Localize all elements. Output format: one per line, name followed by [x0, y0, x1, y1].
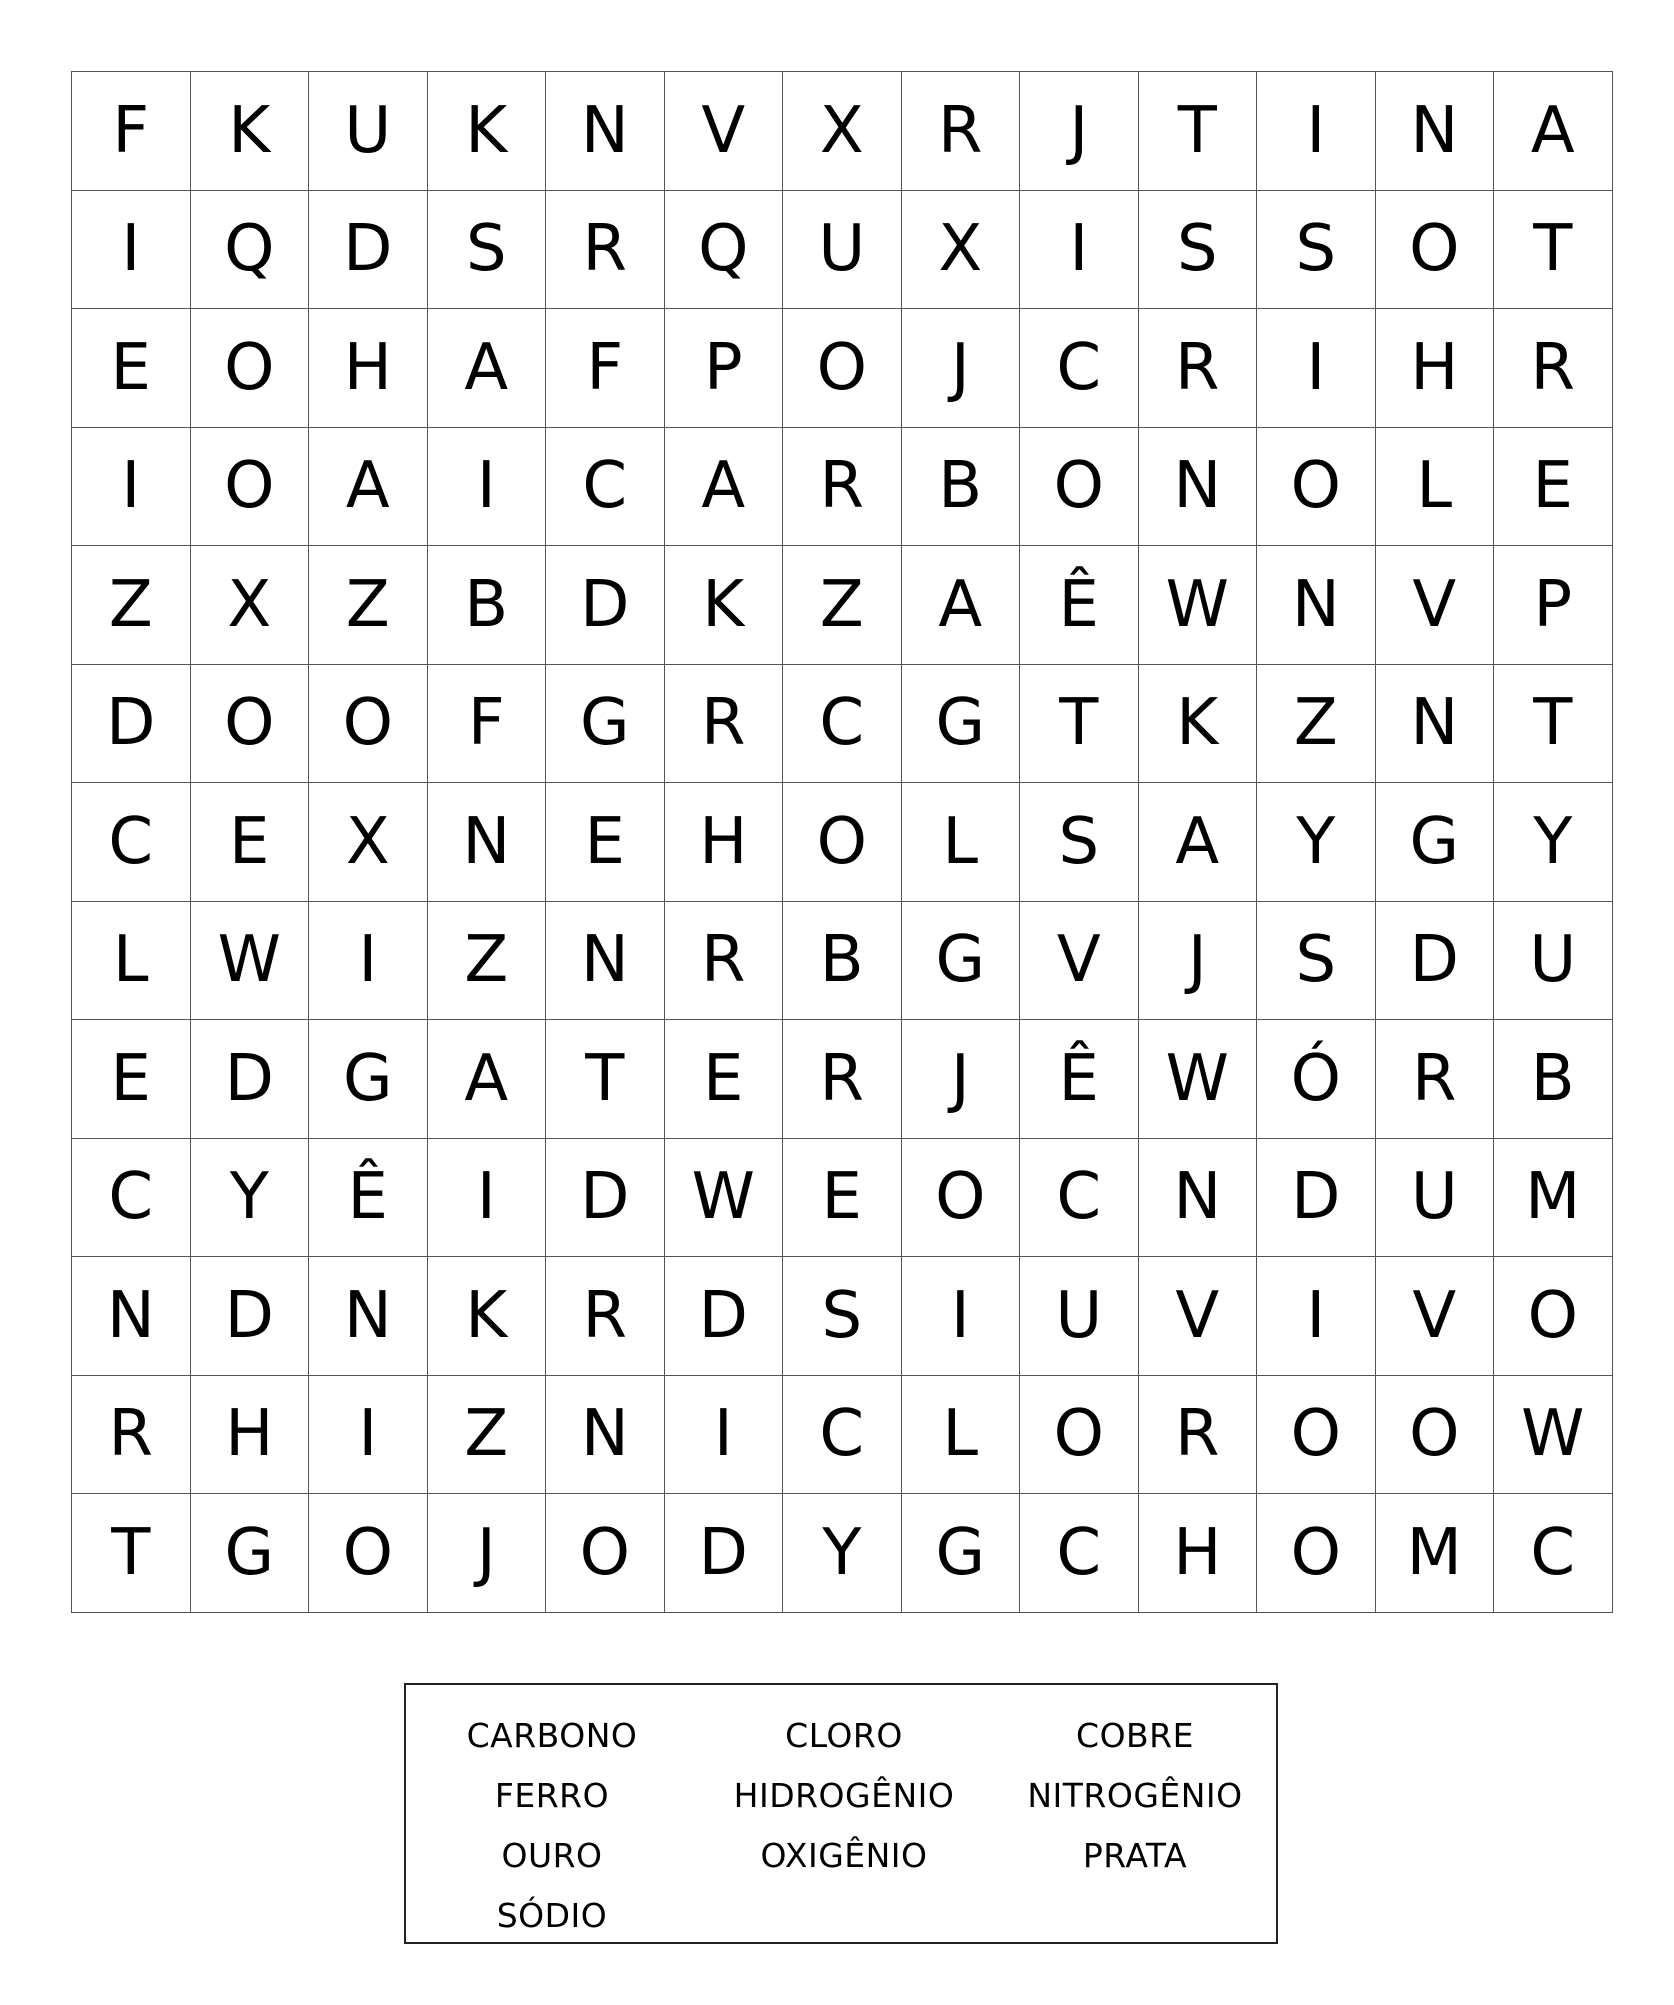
grid-cell[interactable]: D: [665, 1494, 784, 1613]
grid-cell[interactable]: A: [428, 1020, 547, 1139]
grid-cell[interactable]: D: [309, 191, 428, 310]
grid-cell[interactable]: I: [72, 191, 191, 310]
grid-cell[interactable]: P: [1494, 546, 1613, 665]
grid-cell[interactable]: V: [1376, 546, 1495, 665]
grid-cell[interactable]: O: [783, 783, 902, 902]
grid-cell[interactable]: K: [428, 72, 547, 191]
word-list-item: COBRE: [1076, 1715, 1194, 1755]
grid-cell[interactable]: R: [783, 428, 902, 547]
grid-cell[interactable]: Z: [72, 546, 191, 665]
grid-cell[interactable]: V: [1376, 1257, 1495, 1376]
grid-cell[interactable]: A: [1139, 783, 1258, 902]
grid-cell[interactable]: H: [665, 783, 784, 902]
grid-cell[interactable]: Z: [428, 902, 547, 1021]
grid-cell[interactable]: I: [428, 1139, 547, 1258]
grid-cell[interactable]: D: [72, 665, 191, 784]
grid-cell[interactable]: A: [902, 546, 1021, 665]
word-list-item: OXIGÊNIO: [760, 1835, 928, 1875]
word-list-item: CLORO: [785, 1715, 903, 1755]
grid-cell[interactable]: S: [1020, 783, 1139, 902]
grid-cell[interactable]: S: [1257, 902, 1376, 1021]
word-list-item: OURO: [501, 1835, 603, 1875]
word-list-item: HIDROGÊNIO: [733, 1775, 955, 1815]
grid-cell[interactable]: S: [1139, 191, 1258, 310]
grid-cell[interactable]: O: [1020, 428, 1139, 547]
grid-cell[interactable]: G: [546, 665, 665, 784]
grid-cell[interactable]: N: [309, 1257, 428, 1376]
grid-cell[interactable]: M: [1494, 1139, 1613, 1258]
word-search-grid: [71, 71, 1613, 1613]
grid-cell[interactable]: B: [783, 902, 902, 1021]
grid-cell[interactable]: E: [546, 783, 665, 902]
grid-cell[interactable]: W: [191, 902, 310, 1021]
grid-cell[interactable]: L: [1376, 428, 1495, 547]
grid-cell[interactable]: O: [1257, 1494, 1376, 1613]
grid-cell[interactable]: F: [72, 72, 191, 191]
grid-cell[interactable]: T: [546, 1020, 665, 1139]
grid-cell[interactable]: D: [665, 1257, 784, 1376]
grid-cell[interactable]: E: [783, 1139, 902, 1258]
grid-cell[interactable]: C: [72, 1139, 191, 1258]
grid-cell[interactable]: E: [665, 1020, 784, 1139]
grid-cell[interactable]: P: [665, 309, 784, 428]
grid-cell[interactable]: N: [1376, 72, 1495, 191]
word-list-item: PRATA: [1082, 1835, 1188, 1875]
grid-cell[interactable]: Z: [1257, 665, 1376, 784]
grid-cell[interactable]: T: [1020, 665, 1139, 784]
grid-cell[interactable]: J: [1020, 72, 1139, 191]
grid-cell[interactable]: Z: [428, 1376, 547, 1495]
word-list-item: NITROGÊNIO: [1027, 1775, 1243, 1815]
grid-cell[interactable]: V: [665, 72, 784, 191]
grid-cell[interactable]: F: [428, 665, 547, 784]
grid-cell[interactable]: K: [665, 546, 784, 665]
grid-cell[interactable]: X: [783, 72, 902, 191]
grid-cell[interactable]: F: [546, 309, 665, 428]
grid-cell[interactable]: N: [546, 72, 665, 191]
grid-cell[interactable]: Q: [665, 191, 784, 310]
grid-cell[interactable]: I: [428, 428, 547, 547]
grid-cell[interactable]: S: [1257, 191, 1376, 310]
grid-cell[interactable]: K: [191, 72, 310, 191]
grid-cell[interactable]: W: [665, 1139, 784, 1258]
grid-cell[interactable]: I: [665, 1376, 784, 1495]
grid-cell[interactable]: B: [428, 546, 547, 665]
grid-cell[interactable]: N: [1257, 546, 1376, 665]
grid-cell[interactable]: I: [309, 902, 428, 1021]
grid-cell[interactable]: V: [1020, 902, 1139, 1021]
grid-cell[interactable]: X: [309, 783, 428, 902]
grid-cell[interactable]: O: [1020, 1376, 1139, 1495]
grid-cell[interactable]: O: [191, 428, 310, 547]
grid-cell[interactable]: H: [1139, 1494, 1258, 1613]
grid-cell[interactable]: X: [191, 546, 310, 665]
grid-cell[interactable]: R: [902, 72, 1021, 191]
grid-cell[interactable]: K: [428, 1257, 547, 1376]
grid-cell[interactable]: N: [428, 783, 547, 902]
grid-cell[interactable]: W: [1494, 1376, 1613, 1495]
grid-cell[interactable]: R: [72, 1376, 191, 1495]
grid-cell[interactable]: L: [72, 902, 191, 1021]
grid-cell[interactable]: C: [783, 1376, 902, 1495]
grid-cell[interactable]: G: [902, 902, 1021, 1021]
grid-cell[interactable]: Z: [783, 546, 902, 665]
grid-cell[interactable]: J: [902, 1020, 1021, 1139]
grid-cell[interactable]: U: [1020, 1257, 1139, 1376]
grid-cell[interactable]: U: [783, 191, 902, 310]
grid-cell[interactable]: H: [1376, 309, 1495, 428]
grid-cell[interactable]: E: [72, 309, 191, 428]
grid-cell[interactable]: B: [1494, 1020, 1613, 1139]
grid-cell[interactable]: Y: [1494, 783, 1613, 902]
grid-cell[interactable]: I: [1257, 72, 1376, 191]
grid-cell[interactable]: U: [309, 72, 428, 191]
grid-cell[interactable]: T: [1139, 72, 1258, 191]
grid-cell[interactable]: R: [1139, 309, 1258, 428]
grid-cell[interactable]: E: [191, 783, 310, 902]
grid-cell[interactable]: N: [72, 1257, 191, 1376]
grid-cell[interactable]: O: [1257, 1376, 1376, 1495]
grid-cell[interactable]: O: [191, 665, 310, 784]
grid-cell[interactable]: G: [902, 665, 1021, 784]
grid-cell[interactable]: Ê: [309, 1139, 428, 1258]
grid-cell[interactable]: O: [1494, 1257, 1613, 1376]
grid-cell[interactable]: I: [1257, 1257, 1376, 1376]
grid-cell[interactable]: R: [1139, 1376, 1258, 1495]
grid-cell[interactable]: H: [191, 1376, 310, 1495]
grid-cell[interactable]: C: [1494, 1494, 1613, 1613]
grid-cell[interactable]: L: [902, 1376, 1021, 1495]
grid-cell[interactable]: X: [902, 191, 1021, 310]
grid-cell[interactable]: O: [1376, 1376, 1495, 1495]
grid-cell[interactable]: V: [1139, 1257, 1258, 1376]
word-list-item: FERRO: [494, 1775, 610, 1815]
grid-cell[interactable]: A: [665, 428, 784, 547]
grid-cell[interactable]: R: [783, 1020, 902, 1139]
word-list-item: SÓDIO: [496, 1895, 608, 1935]
grid-cell[interactable]: Ê: [1020, 1020, 1139, 1139]
grid-cell[interactable]: T: [72, 1494, 191, 1613]
grid-cell[interactable]: D: [1257, 1139, 1376, 1258]
grid-cell[interactable]: Ó: [1257, 1020, 1376, 1139]
grid-cell[interactable]: R: [665, 665, 784, 784]
grid-cell[interactable]: U: [1494, 902, 1613, 1021]
grid-cell[interactable]: Y: [191, 1139, 310, 1258]
grid-cell[interactable]: D: [546, 546, 665, 665]
grid-cell[interactable]: W: [1139, 546, 1258, 665]
grid-cell[interactable]: D: [191, 1257, 310, 1376]
grid-cell[interactable]: K: [1139, 665, 1258, 784]
grid-cell[interactable]: C: [1020, 1139, 1139, 1258]
grid-cell[interactable]: L: [902, 783, 1021, 902]
grid-cell[interactable]: N: [1139, 428, 1258, 547]
grid-cell[interactable]: Z: [309, 546, 428, 665]
grid-cell[interactable]: O: [546, 1494, 665, 1613]
grid-cell[interactable]: R: [1376, 1020, 1495, 1139]
grid-cell[interactable]: D: [1376, 902, 1495, 1021]
grid-cell[interactable]: D: [191, 1020, 310, 1139]
grid-cell[interactable]: G: [191, 1494, 310, 1613]
grid-cell[interactable]: G: [1376, 783, 1495, 902]
grid-cell[interactable]: Y: [783, 1494, 902, 1613]
grid-cell[interactable]: N: [546, 1376, 665, 1495]
grid-cell[interactable]: I: [1257, 309, 1376, 428]
grid-cell[interactable]: S: [783, 1257, 902, 1376]
grid-cell[interactable]: D: [546, 1139, 665, 1258]
grid-cell[interactable]: C: [783, 665, 902, 784]
grid-cell[interactable]: G: [902, 1494, 1021, 1613]
grid-cell[interactable]: C: [1020, 309, 1139, 428]
grid-cell[interactable]: T: [1494, 191, 1613, 310]
word-list: [406, 1705, 1276, 1945]
grid-cell[interactable]: A: [309, 428, 428, 547]
grid-cell[interactable]: E: [1494, 428, 1613, 547]
word-bank: [404, 1683, 1278, 1944]
grid-cell[interactable]: N: [546, 902, 665, 1021]
grid-cell[interactable]: I: [72, 428, 191, 547]
grid-cell[interactable]: O: [1376, 191, 1495, 310]
grid-cell[interactable]: B: [902, 428, 1021, 547]
grid-cell[interactable]: I: [902, 1257, 1021, 1376]
grid-cell[interactable]: M: [1376, 1494, 1495, 1613]
grid-cell[interactable]: H: [309, 309, 428, 428]
grid-cell[interactable]: C: [72, 783, 191, 902]
grid-cell[interactable]: S: [428, 191, 547, 310]
grid-cell[interactable]: A: [1494, 72, 1613, 191]
word-list-item: CARBONO: [466, 1715, 638, 1755]
grid-cell[interactable]: I: [309, 1376, 428, 1495]
grid-cell[interactable]: O: [191, 309, 310, 428]
grid-cell[interactable]: Q: [191, 191, 310, 310]
grid-cell[interactable]: N: [1139, 1139, 1258, 1258]
grid-cell[interactable]: W: [1139, 1020, 1258, 1139]
grid-cell[interactable]: J: [428, 1494, 547, 1613]
grid-cell[interactable]: G: [309, 1020, 428, 1139]
grid-cell[interactable]: A: [428, 309, 547, 428]
grid-cell[interactable]: I: [1020, 191, 1139, 310]
grid-cell[interactable]: Ê: [1020, 546, 1139, 665]
grid-cell[interactable]: Y: [1257, 783, 1376, 902]
grid-cell[interactable]: C: [546, 428, 665, 547]
grid-cell[interactable]: O: [309, 1494, 428, 1613]
grid-cell[interactable]: T: [1494, 665, 1613, 784]
grid-cell[interactable]: C: [1020, 1494, 1139, 1613]
grid-cell[interactable]: U: [1376, 1139, 1495, 1258]
grid-cell[interactable]: N: [1376, 665, 1495, 784]
grid-cell[interactable]: R: [665, 902, 784, 1021]
grid-cell[interactable]: E: [72, 1020, 191, 1139]
grid-cell[interactable]: R: [546, 191, 665, 310]
grid-cell[interactable]: O: [1257, 428, 1376, 547]
grid-cell[interactable]: O: [783, 309, 902, 428]
grid-cell[interactable]: R: [546, 1257, 665, 1376]
grid-cell[interactable]: J: [1139, 902, 1258, 1021]
grid-cell[interactable]: R: [1494, 309, 1613, 428]
grid-cell[interactable]: J: [902, 309, 1021, 428]
grid-cell[interactable]: O: [902, 1139, 1021, 1258]
grid-cell[interactable]: O: [309, 665, 428, 784]
